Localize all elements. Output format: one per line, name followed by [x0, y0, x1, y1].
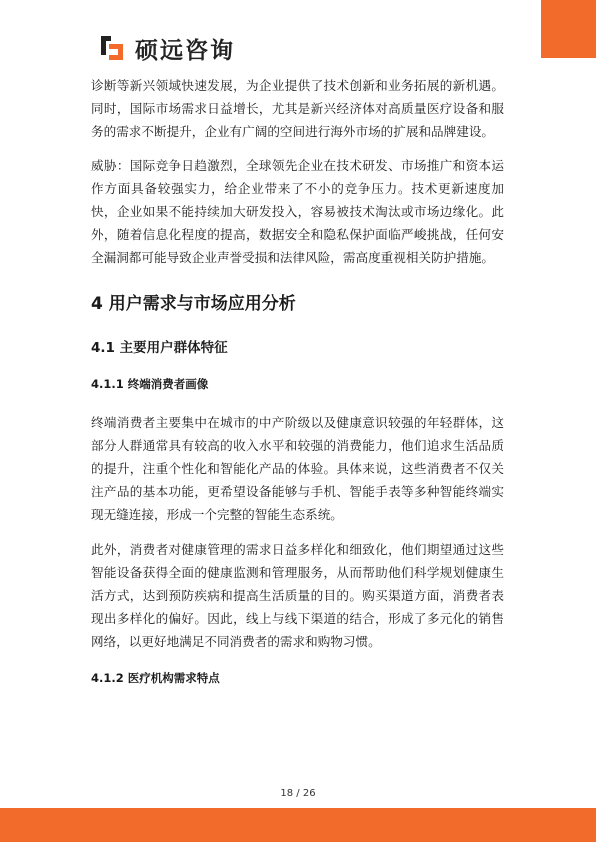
paragraph-consumer-needs: 此外，消费者对健康管理的需求日益多样化和细致化，他们期望通过这些智能设备获得全面的健康监测和管理服务，从而帮助他们科学规划健康生活方式，达到预防疾病和提高生活质量的目的。购买渠道方面，消费者表现出多样化的偏好。因此，线上与线下渠道的结合，形成了多元化的销售网络，以更好地满足不同消费者的需求和购物习惯。: [91, 542, 504, 649]
paragraph-threats: 威胁：国际竞争日趋激烈，全球领先企业在技术研发、市场推广和资本运作方面具备较强实力，给企业带来了不小的竞争压力。技术更新速度加快，企业如果不能持续加大研发投入，容易被技术淘汰或市场边缘化。此外，随着信息化程度的提高，数据安全和隐私保护面临严峻挑战，任何安全漏洞都可能导致企业声誉受损和法律风险，需高度重视相关防护措施。: [91, 158, 504, 265]
paragraph-opportunities-continued: 诊断等新兴领域快速发展，为企业提供了技术创新和业务拓展的新机遇。同时，国际市场需求日益增长，尤其是新兴经济体对高质量医疗设备和服务的需求不断提升，企业有广阔的空间进行海外市场的扩展和品牌建设。: [91, 78, 504, 139]
document-body: [91, 74, 504, 686]
brand-logo: [97, 33, 235, 63]
logo-mark-icon: [97, 33, 127, 63]
corner-accent-tab: [541, 0, 596, 58]
subsubsection-heading-medical: 4.1.2 医疗机构需求特点: [91, 671, 220, 685]
subsubsection-heading-consumers: 4.1.1 终端消费者画像: [91, 377, 209, 391]
subsection-heading: 4.1 主要用户群体特征: [91, 340, 228, 356]
page-number: 18 / 26: [280, 788, 316, 799]
paragraph-consumer-profile: 终端消费者主要集中在城市的中产阶级以及健康意识较强的年轻群体，这部分人群通常具有较高的收入水平和较强的消费能力，他们追求生活品质的提升，注重个性化和智能化产品的体验。具体来说，这些消费者不仅关注产品的基本功能，更希望设备能够与手机、智能手表等多种智能终端实现无缝连接，形成一个完整的智能生态系统。: [91, 415, 504, 522]
section-heading: 4 用户需求与市场应用分析: [91, 294, 296, 314]
logo-text: 硕远咨询: [135, 37, 235, 64]
footer-accent-bar: [0, 808, 596, 842]
